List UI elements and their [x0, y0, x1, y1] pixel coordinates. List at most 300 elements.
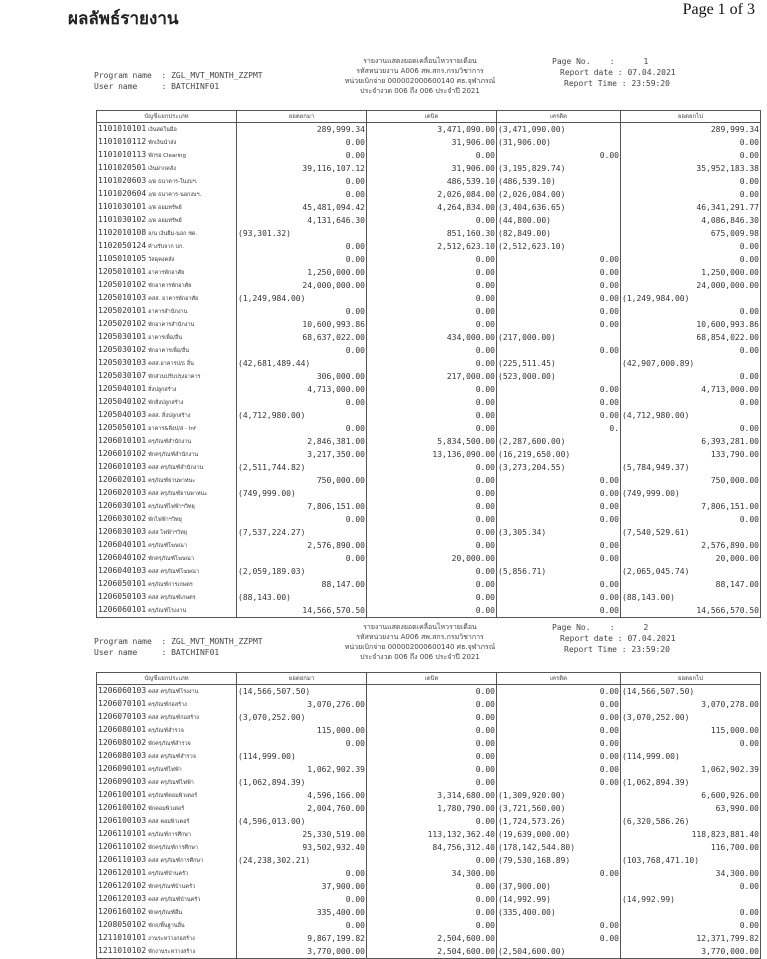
brought-forward-value: 1,250,000.00 [307, 268, 365, 277]
debit-cell [367, 175, 497, 188]
credit-cell [497, 136, 621, 149]
brought-forward-value: 25,330,519.00 [302, 830, 365, 839]
carried-forward-cell [621, 435, 761, 448]
credit-cell [497, 880, 621, 893]
table-row [97, 815, 761, 828]
report-table-2 [96, 672, 761, 959]
brought-forward-value: (14,566,507.50) [238, 687, 311, 696]
table-row [97, 789, 761, 802]
carried-forward-value: 0.00 [739, 151, 759, 160]
debit-cell [367, 253, 497, 266]
report-date-line: Report date : 07.04.2021 [560, 634, 676, 643]
account-cell [97, 724, 237, 737]
brought-forward-cell [237, 162, 367, 175]
debit-value: 0.00 [475, 606, 495, 615]
account-description: คสส ครุภัณฑ์ยานพาหนะ [148, 491, 208, 497]
debit-value: 851,160.30 [446, 229, 495, 238]
program-info [94, 636, 294, 658]
debit-cell [367, 724, 497, 737]
brought-forward-cell [237, 500, 367, 513]
account-code: 1205030107 [98, 371, 147, 380]
table-row [97, 201, 761, 214]
credit-cell [497, 789, 621, 802]
account-code: 1206100103 [98, 816, 147, 825]
debit-value: 434,000.00 [446, 333, 495, 342]
carried-forward-value: 68,854,022.00 [696, 333, 759, 342]
account-cell [97, 344, 237, 357]
table-row [97, 188, 761, 201]
debit-value: 0.00 [475, 778, 495, 787]
account-description: คสส ครุภัณฑ์โรงงาน [148, 689, 199, 695]
brought-forward-value: 3,217,350.00 [307, 450, 365, 459]
table-row [97, 409, 761, 422]
carried-forward-value: (114,999.00) [622, 752, 680, 761]
account-code: 1206020101 [98, 475, 147, 484]
credit-value: 0.00 [599, 739, 619, 748]
table-row [97, 253, 761, 266]
account-code: 1206110102 [98, 842, 147, 851]
brought-forward-cell [237, 604, 367, 618]
account-cell [97, 175, 237, 188]
credit-value: (225,511.45) [498, 359, 556, 368]
account-code: 1206010103 [98, 462, 147, 471]
carried-forward-cell [621, 513, 761, 526]
brought-forward-cell [237, 253, 367, 266]
report-heading-line: ประจำงวด 006 ถึง 006 ประจำปี 2021 [360, 653, 480, 661]
account-description: พักคอมพิวเตอร์ [148, 806, 185, 812]
debit-value: 0.00 [475, 687, 495, 696]
carried-forward-cell [621, 802, 761, 815]
brought-forward-value: 0.00 [345, 554, 365, 563]
account-cell [97, 763, 237, 776]
credit-value: 0.00 [599, 765, 619, 774]
debit-value: 0.00 [475, 528, 495, 537]
debit-value: 0.00 [475, 921, 495, 930]
brought-forward-cell [237, 763, 367, 776]
credit-cell [497, 149, 621, 162]
account-description: ครุภัณฑ์การศึกษา [148, 832, 192, 838]
table-row [97, 370, 761, 383]
account-cell [97, 487, 237, 500]
credit-value: (2,512,623.10) [498, 242, 566, 251]
debit-value: 0.00 [475, 726, 495, 735]
account-cell [97, 513, 237, 526]
table-row [97, 383, 761, 396]
carried-forward-cell [621, 854, 761, 867]
table-row [97, 893, 761, 906]
debit-value: 1,780,790.00 [437, 804, 495, 813]
debit-cell [367, 344, 497, 357]
debit-value: 20,000.00 [451, 554, 495, 563]
account-description: ครุภัณฑ์คอมพิวเตอร์ [148, 793, 198, 799]
brought-forward-value: 0.00 [345, 739, 365, 748]
account-code: 1206110103 [98, 855, 147, 864]
brought-forward-value: (4,596,013.00) [238, 817, 306, 826]
account-cell [97, 698, 237, 711]
brought-forward-cell [237, 789, 367, 802]
account-description: พักสิ่งปลูกสร้าง [148, 400, 184, 406]
account-description: ครุภัณฑ์การเกษตร [148, 582, 193, 588]
credit-cell [497, 318, 621, 331]
account-code: 1206120101 [98, 868, 147, 877]
carried-forward-value: (14,566,507.50) [622, 687, 695, 696]
account-code: 1206070103 [98, 712, 147, 721]
account-code: 1205040103 [98, 410, 147, 419]
brought-forward-value: 4,131,646.30 [307, 216, 365, 225]
credit-value: (523,000.00) [498, 372, 556, 381]
credit-value: 0.00 [599, 700, 619, 709]
credit-cell [497, 435, 621, 448]
debit-value: 0.00 [475, 817, 495, 826]
debit-value: 0.00 [475, 713, 495, 722]
brought-forward-cell [237, 737, 367, 750]
program-name-line: Program name : ZGL_MVT_MONTH_ZZPMT [94, 71, 263, 80]
program-name-value: ZGL_MVT_MONTH_ZZPMT [171, 637, 263, 646]
credit-value: 0.00 [599, 934, 619, 943]
brought-forward-cell [237, 526, 367, 539]
brought-forward-cell [237, 201, 367, 214]
report-heading-line: รหัสหน่วยงาน A006 สพ.สกร.กรมวิชาการ [356, 67, 484, 75]
account-cell [97, 500, 237, 513]
debit-cell [367, 776, 497, 789]
account-cell [97, 565, 237, 578]
table-row [97, 711, 761, 724]
account-code: 1102050124 [98, 241, 147, 250]
column-header: บัญชีแยกประเภท [97, 111, 237, 123]
report-time-label: Report Time [564, 79, 617, 88]
carried-forward-cell [621, 383, 761, 396]
account-cell [97, 409, 237, 422]
credit-value: (79,530,168.89) [498, 856, 571, 865]
brought-forward-cell [237, 565, 367, 578]
document-title: ผลลัพธ์รายงาน [68, 9, 179, 29]
account-cell [97, 136, 237, 149]
account-code: 1205030101 [98, 332, 147, 341]
credit-value: 0.00 [599, 713, 619, 722]
carried-forward-value: 6,600,926.00 [701, 791, 759, 800]
credit-cell [497, 737, 621, 750]
carried-forward-value: 3,070,278.00 [701, 700, 759, 709]
credit-value: (14,992.99) [498, 895, 551, 904]
brought-forward-cell [237, 893, 367, 906]
brought-forward-value: 0.00 [345, 190, 365, 199]
table-row [97, 396, 761, 409]
credit-cell [497, 214, 621, 227]
table-row [97, 162, 761, 175]
credit-value: (1,309,920.00) [498, 791, 566, 800]
carried-forward-cell [621, 750, 761, 763]
debit-cell [367, 188, 497, 201]
brought-forward-cell [237, 828, 367, 841]
account-cell [97, 396, 237, 409]
debit-value: 0.00 [475, 294, 495, 303]
account-description: ง/ด ธนาคาร-นอกงบฯ. [148, 192, 202, 198]
brought-forward-value: 2,576,890.00 [307, 541, 365, 550]
debit-value: 0.00 [475, 515, 495, 524]
user-name-line: User name : BATCHINF01 [94, 648, 220, 657]
brought-forward-cell [237, 136, 367, 149]
brought-forward-cell [237, 750, 367, 763]
brought-forward-cell [237, 932, 367, 945]
table-row [97, 867, 761, 880]
credit-value: 0.00 [599, 752, 619, 761]
debit-cell [367, 685, 497, 699]
credit-cell [497, 175, 621, 188]
page-indicator: Page 1 of 3 [682, 1, 755, 18]
debit-value: 0.00 [475, 895, 495, 904]
account-description: อาคารพักอาศัย [148, 270, 185, 276]
table-row [97, 539, 761, 552]
carried-forward-value: 750,000.00 [710, 476, 759, 485]
carried-forward-value: 88,147.00 [715, 580, 759, 589]
debit-value: 0.00 [475, 307, 495, 316]
credit-value: (44,800.00) [498, 216, 551, 225]
carried-forward-value: 7,806,151.00 [701, 502, 759, 511]
account-description: พักไฟฟ้าฯวิทยุ [148, 517, 182, 523]
brought-forward-value: 3,070,276.00 [307, 700, 365, 709]
debit-cell [367, 854, 497, 867]
report-time-line: Report Time : 23:59:20 [564, 645, 670, 654]
brought-forward-value: 289,999.34 [316, 125, 365, 134]
brought-forward-cell [237, 945, 367, 959]
carried-forward-value: (1,249,984.00) [622, 294, 690, 303]
credit-value: (2,026,084.00) [498, 190, 566, 199]
debit-value: 3,314,680.00 [437, 791, 495, 800]
credit-value: (19,639,000.00) [498, 830, 571, 839]
account-code: 1101020603 [98, 176, 147, 185]
carried-forward-cell [621, 461, 761, 474]
table-row [97, 565, 761, 578]
credit-cell [497, 123, 621, 137]
account-code: 1105010105 [98, 254, 147, 263]
account-description: พักอาคารสำนักงาน [148, 322, 195, 328]
account-description: ครุภัณฑ์ยานพาหนะ [148, 478, 196, 484]
debit-value: 217,000.00 [446, 372, 495, 381]
account-code: 1206120103 [98, 894, 147, 903]
debit-cell [367, 123, 497, 137]
credit-cell [497, 253, 621, 266]
credit-value: (3,404,636.65) [498, 203, 566, 212]
table-row [97, 828, 761, 841]
carried-forward-value: 3,770,000.00 [701, 947, 759, 956]
account-code: 1206160102 [98, 907, 147, 916]
debit-cell [367, 841, 497, 854]
account-cell [97, 227, 237, 240]
debit-cell [367, 539, 497, 552]
account-code: 1205010102 [98, 280, 147, 289]
debit-value: 2,512,623.10 [437, 242, 495, 251]
debit-cell [367, 500, 497, 513]
debit-value: 0.00 [475, 398, 495, 407]
debit-cell [367, 591, 497, 604]
brought-forward-value: 750,000.00 [316, 476, 365, 485]
debit-value: 0.00 [475, 765, 495, 774]
table-row [97, 591, 761, 604]
account-description: อาคารเพื่อ/อื่น [148, 335, 183, 341]
account-cell [97, 828, 237, 841]
account-description: ครุภัณฑ์โรงงาน [148, 608, 187, 614]
account-code: 1102010108 [98, 228, 147, 237]
debit-value: 4,264,834.00 [437, 203, 495, 212]
report-heading-line: รหัสหน่วยงาน A006 สพ.สกร.กรมวิชาการ [356, 633, 484, 641]
brought-forward-cell [237, 880, 367, 893]
credit-value: 0.00 [599, 554, 619, 563]
brought-forward-cell [237, 240, 367, 253]
brought-forward-cell [237, 919, 367, 932]
debit-cell [367, 279, 497, 292]
brought-forward-cell [237, 841, 367, 854]
account-description: พักครุภัณฑ์อื่น [148, 910, 183, 916]
carried-forward-cell [621, 396, 761, 409]
brought-forward-cell [237, 422, 367, 435]
account-code: 1206090103 [98, 777, 147, 786]
carried-forward-cell [621, 318, 761, 331]
carried-forward-cell [621, 932, 761, 945]
account-cell [97, 279, 237, 292]
account-description: ง/ด ออมทรัพย์ [148, 218, 182, 224]
credit-cell [497, 685, 621, 699]
brought-forward-cell [237, 513, 367, 526]
account-description: พักครุภัณฑ์บ้านครัว [148, 884, 196, 890]
debit-cell [367, 867, 497, 880]
carried-forward-value: (5,784,949.37) [622, 463, 690, 472]
debit-value: 0.00 [475, 385, 495, 394]
account-code: 1205020102 [98, 319, 147, 328]
account-description: ค้างรับจาก บก. [148, 244, 185, 250]
carried-forward-cell [621, 474, 761, 487]
column-header: ยอดยกไป [621, 111, 761, 123]
carried-forward-cell [621, 945, 761, 959]
account-cell [97, 357, 237, 370]
account-cell [97, 370, 237, 383]
carried-forward-value: 63,990.00 [715, 804, 759, 813]
table-row [97, 240, 761, 253]
credit-value: 0.00 [599, 294, 619, 303]
brought-forward-cell [237, 815, 367, 828]
credit-value: (37,900.00) [498, 882, 551, 891]
brought-forward-value: 45,481,094.42 [302, 203, 365, 212]
debit-value: 0.00 [475, 463, 495, 472]
report-time-value: 23:59:20 [631, 79, 670, 88]
credit-cell [497, 513, 621, 526]
account-code: 1205030103 [98, 358, 147, 367]
account-description: คสส ครุภัณฑ์การศึกษา [148, 858, 204, 864]
carried-forward-cell [621, 344, 761, 357]
debit-cell [367, 318, 497, 331]
table-row [97, 945, 761, 959]
table-row [97, 513, 761, 526]
credit-cell [497, 841, 621, 854]
carried-forward-value: 0.00 [739, 190, 759, 199]
account-code: 1206100102 [98, 803, 147, 812]
brought-forward-cell [237, 305, 367, 318]
debit-value: 84,756,312.40 [432, 843, 495, 852]
account-code: 1101030101 [98, 202, 147, 211]
carried-forward-cell [621, 776, 761, 789]
table-row [97, 279, 761, 292]
brought-forward-cell [237, 539, 367, 552]
carried-forward-cell [621, 279, 761, 292]
debit-value: 0.00 [475, 882, 495, 891]
carried-forward-cell [621, 893, 761, 906]
debit-cell [367, 513, 497, 526]
brought-forward-cell [237, 698, 367, 711]
brought-forward-value: (114,999.00) [238, 752, 296, 761]
brought-forward-cell [237, 123, 367, 137]
credit-cell [497, 815, 621, 828]
debit-value: 486,539.10 [446, 177, 495, 186]
table-row [97, 685, 761, 699]
carried-forward-cell [621, 698, 761, 711]
table-row [97, 292, 761, 305]
carried-forward-cell [621, 578, 761, 591]
credit-cell [497, 828, 621, 841]
credit-cell [497, 711, 621, 724]
debit-cell [367, 370, 497, 383]
account-cell [97, 240, 237, 253]
debit-value: 0.00 [475, 255, 495, 264]
credit-value: (2,287,600.00) [498, 437, 566, 446]
debit-cell [367, 932, 497, 945]
credit-value: (16,219,650.00) [498, 450, 571, 459]
debit-cell [367, 487, 497, 500]
page-no-line: Page No. : 1 [552, 57, 649, 66]
debit-value: 0.00 [475, 541, 495, 550]
account-cell [97, 201, 237, 214]
table-row [97, 854, 761, 867]
report-header-1 [0, 56, 767, 100]
carried-forward-value: 14,566,570.50 [696, 606, 759, 615]
page-no-line: Page No. : 2 [552, 623, 649, 632]
account-cell [97, 591, 237, 604]
report-time-label: Report Time [564, 645, 617, 654]
brought-forward-value: (2,511,744.82) [238, 463, 306, 472]
report-heading [300, 622, 540, 662]
account-cell [97, 188, 237, 201]
credit-cell [497, 162, 621, 175]
table-row [97, 357, 761, 370]
account-description: คสส ครุภัณฑ์สำรวจ [148, 754, 196, 760]
credit-cell [497, 526, 621, 539]
account-description: ครุภัณฑ์ก่อสร้าง [148, 702, 187, 708]
carried-forward-value: 35,952,183.38 [696, 164, 759, 173]
debit-cell [367, 266, 497, 279]
credit-value: 0.00 [599, 476, 619, 485]
debit-value: 0.00 [475, 856, 495, 865]
table-row [97, 305, 761, 318]
account-code: 1206120102 [98, 881, 147, 890]
debit-value: 13,136,090.00 [432, 450, 495, 459]
account-description: ครุภัณฑ์ไฟฟ้าฯวิทยุ [148, 504, 195, 510]
account-description: คสส ครุภัณฑ์สำนักงาน [148, 465, 204, 471]
brought-forward-cell [237, 591, 367, 604]
carried-forward-cell [621, 828, 761, 841]
user-name-label: User name [94, 648, 138, 657]
account-cell [97, 776, 237, 789]
debit-value: 0.00 [475, 320, 495, 329]
account-code: 1101030102 [98, 215, 147, 224]
credit-cell [497, 448, 621, 461]
brought-forward-value: 0.00 [345, 921, 365, 930]
carried-forward-value: (103,768,471.10) [622, 856, 700, 865]
account-description: เงินสดในมือ [148, 127, 177, 133]
account-cell [97, 604, 237, 618]
account-description: พักงานระหว่างสร้าง [148, 949, 196, 955]
carried-forward-value: (1,062,894.39) [622, 778, 690, 787]
account-cell [97, 292, 237, 305]
account-cell [97, 880, 237, 893]
account-description: คสส.อาคารป/ธ อื่น [148, 361, 194, 367]
